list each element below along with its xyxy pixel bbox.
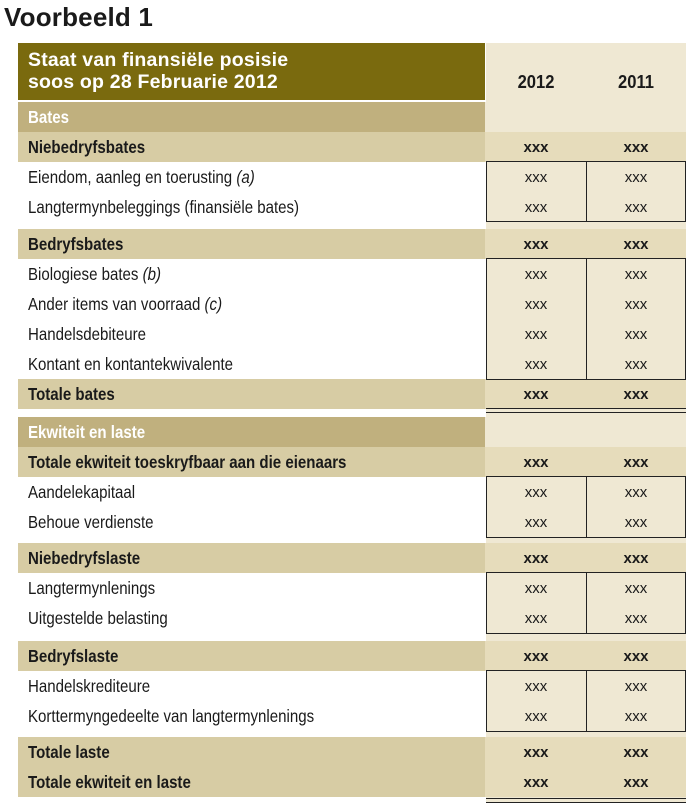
row-note: (c) (204, 294, 223, 314)
double-underline (486, 798, 686, 803)
row-label (28, 384, 115, 405)
value-2011: xxx (624, 580, 648, 597)
row-note: (a) (236, 167, 255, 187)
value-2011: xxx (624, 610, 648, 627)
row-label-text: Bedryfsbates (28, 234, 124, 254)
value-2012: xxx (524, 356, 548, 373)
statement-header (18, 43, 485, 100)
row-label (28, 646, 118, 667)
value-2012: xxx (524, 580, 548, 597)
row-label (28, 482, 135, 503)
double-underline (486, 408, 686, 413)
row-label (28, 742, 110, 763)
value-2011: xxx (624, 514, 648, 531)
row-label-text: Niebedryfslaste (28, 548, 141, 568)
value-2012: xxx (523, 774, 549, 791)
subtotal-row (18, 132, 686, 162)
value-2011: xxx (623, 139, 649, 156)
row-label-text: Aandelekapitaal (28, 482, 136, 502)
row-label (28, 354, 233, 375)
value-2011: xxx (623, 648, 649, 665)
value-2012: xxx (524, 514, 548, 531)
row-label-text: Ander items van voorraad (28, 294, 201, 314)
value-2012: xxx (524, 678, 548, 695)
row-label-text: Niebedryfsbates (28, 137, 146, 157)
value-2012: xxx (524, 610, 548, 627)
row-label (28, 578, 155, 599)
value-2011: xxx (624, 484, 648, 501)
row-label-text: Totale ekwiteit toeskryfbaar aan die eienaars (28, 452, 347, 472)
row-label (28, 608, 168, 629)
row-label-text: Biologiese bates (28, 264, 139, 284)
subtotal-row (18, 767, 686, 797)
value-2011: xxx (623, 236, 649, 253)
row-label-text: Totale bates (28, 384, 115, 404)
value-2011: xxx (624, 199, 648, 216)
value-2011: xxx (623, 744, 649, 761)
detail-box (486, 670, 686, 732)
value-2011: xxx (623, 454, 649, 471)
row-label-text: Langtermynbeleggings (finansiële bates) (28, 197, 300, 217)
column-divider (586, 671, 587, 731)
row-note: (b) (142, 264, 162, 284)
value-2011: xxx (623, 774, 649, 791)
value-2012: xxx (523, 550, 549, 567)
row-label-text: Totale ekwiteit en laste (28, 772, 191, 792)
row-label (28, 512, 154, 533)
column-divider (586, 573, 587, 633)
detail-box (486, 258, 686, 380)
year-header-2011: 2011 (618, 72, 654, 92)
value-2012: xxx (523, 236, 549, 253)
row-label (28, 107, 69, 128)
row-label (28, 324, 146, 345)
value-2012: xxx (523, 139, 549, 156)
value-2012: xxx (524, 199, 548, 216)
value-2011: xxx (624, 326, 648, 343)
row-label-text: Handelsdebiteure (28, 324, 146, 344)
value-2012: xxx (523, 454, 549, 471)
value-2012: xxx (524, 296, 548, 313)
row-label-text: Bedryfslaste (28, 646, 119, 666)
row-label-text: Korttermyngedeelte van langtermynlenings (28, 706, 315, 726)
row-label-text: Handelskrediteure (28, 676, 151, 696)
row-label (28, 167, 255, 188)
subtotal-row (18, 737, 686, 767)
value-2011: xxx (623, 386, 649, 403)
column-divider (586, 162, 587, 221)
value-2011: xxx (624, 678, 648, 695)
value-2012: xxx (524, 169, 548, 186)
row-label-text: Uitgestelde belasting (28, 608, 168, 628)
value-2012: xxx (524, 708, 548, 725)
value-2012: xxx (523, 744, 549, 761)
value-2012: xxx (523, 648, 549, 665)
value-2011: xxx (624, 708, 648, 725)
row-label-text: Eiendom, aanleg en toerusting (28, 167, 233, 187)
section-row (18, 417, 686, 447)
value-2012: xxx (524, 484, 548, 501)
detail-box (486, 476, 686, 538)
value-2012: xxx (524, 326, 548, 343)
row-label (28, 137, 145, 158)
row-label (28, 706, 314, 727)
row-label (28, 197, 299, 218)
row-label (28, 264, 161, 285)
subtotal-row (18, 447, 686, 477)
subtotal-row (18, 641, 686, 671)
row-label (28, 234, 123, 255)
page-title: Voorbeeld 1 (4, 2, 154, 32)
detail-box (486, 572, 686, 634)
row-label (28, 452, 346, 473)
column-divider (586, 477, 587, 537)
row-label-text: Totale laste (28, 742, 110, 762)
row-label-text: Bates (28, 107, 69, 127)
row-label-text: Ekwiteit en laste (28, 422, 146, 442)
row-label (28, 676, 150, 697)
value-2011: xxx (624, 169, 648, 186)
section-row-right-fill (485, 102, 686, 132)
section-row-right-fill (485, 417, 686, 447)
row-label-text: Langtermynlenings (28, 578, 156, 598)
detail-box (486, 161, 686, 222)
value-2011: xxx (624, 266, 648, 283)
subtotal-row (18, 543, 686, 573)
row-label (28, 548, 140, 569)
row-label-text: Kontant en kontantekwivalente (28, 354, 234, 374)
statement-title-line2: soos op 28 Februarie 2012 (28, 71, 278, 93)
value-2011: xxx (624, 296, 648, 313)
row-label (28, 422, 145, 443)
year-header-2012: 2012 (517, 72, 555, 92)
subtotal-row (18, 229, 686, 259)
column-divider (586, 259, 587, 379)
subtotal-row (18, 379, 686, 409)
value-2012: xxx (523, 386, 549, 403)
value-2011: xxx (624, 356, 648, 373)
section-row (18, 102, 686, 132)
value-2011: xxx (623, 550, 649, 567)
row-label (28, 294, 222, 315)
statement-title-line1: Staat van finansiële posisie (28, 49, 289, 71)
row-label-text: Behoue verdienste (28, 512, 154, 532)
value-2012: xxx (524, 266, 548, 283)
row-label (28, 772, 191, 793)
